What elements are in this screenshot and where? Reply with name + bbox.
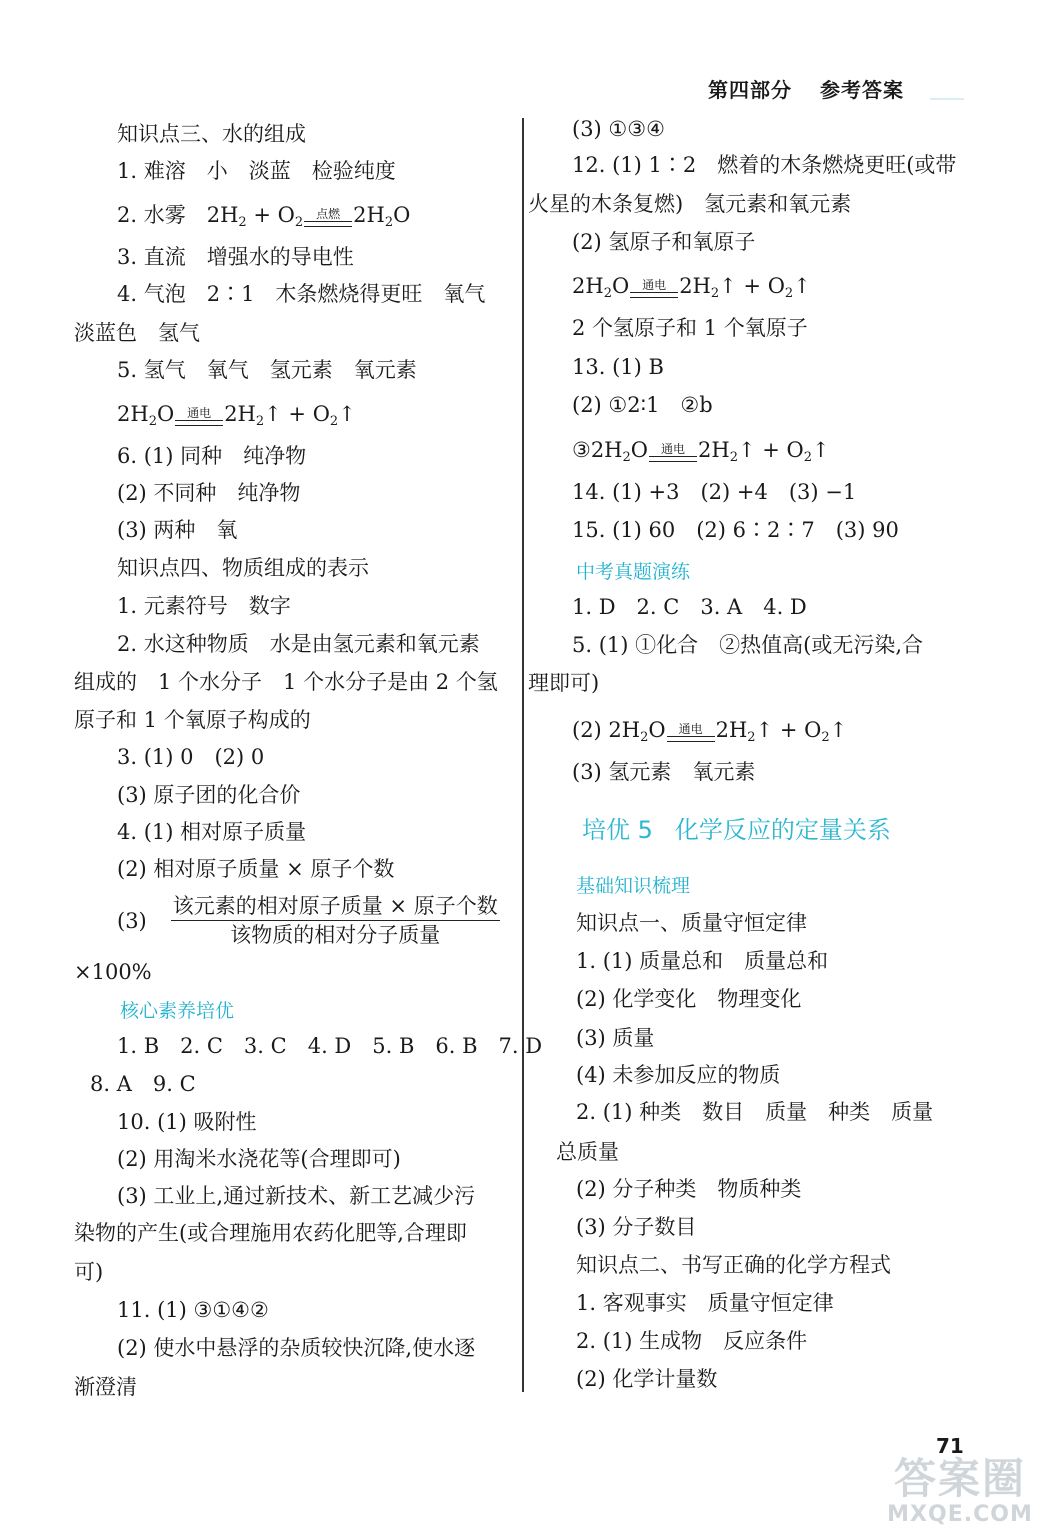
text-line: 1. D 2. C 3. A 4. D xyxy=(572,595,807,619)
text-line: (2) 化学计量数 xyxy=(576,1367,718,1391)
text-line: 4. 气泡 2∶1 木条燃烧得更旺 氧气 xyxy=(117,282,486,306)
eq-part: O xyxy=(611,274,630,298)
text-line: 2 个氢原子和 1 个氧原子 xyxy=(572,316,808,340)
chapter-title xyxy=(582,818,891,842)
text-line: 火星的木条复燃) 氢元素和氧元素 xyxy=(528,192,852,216)
eq-part: 2H xyxy=(224,402,256,426)
text-line: 5. (1) ①化合 ②热值高(或无污染,合 xyxy=(572,633,924,657)
header-title: 参考答案 xyxy=(820,78,904,102)
text-line: 知识点一、质量守恒定律 xyxy=(576,911,807,935)
text-line: 2. (1) 种类 数目 质量 种类 质量 xyxy=(576,1100,934,1124)
text-line: (2) 用淘米水浇花等(合理即可) xyxy=(117,1147,401,1171)
text-line: 知识点三、水的组成 xyxy=(117,122,306,146)
subscript: 2 xyxy=(384,215,394,230)
eq-part: ↑ xyxy=(338,402,356,426)
text-line: 14. (1) +3 (2) +4 (3) −1 xyxy=(572,480,857,504)
text-line: (3) 两种 氧 xyxy=(117,518,238,542)
text-line: 可) xyxy=(74,1260,104,1284)
text-line: 1. 元素符号 数字 xyxy=(117,594,291,618)
reaction-condition xyxy=(304,208,352,227)
reaction-condition xyxy=(667,723,715,742)
column-divider xyxy=(522,118,524,1392)
equation-line xyxy=(117,203,411,230)
watermark-logo xyxy=(870,1450,1050,1534)
subscript: 2 xyxy=(294,215,304,230)
text-line: 2. 水这种物质 水是由氢元素和氧元素 xyxy=(117,632,480,656)
eq-part: ↑ + O xyxy=(737,438,804,462)
item-label: (3) xyxy=(117,908,147,933)
text-line: 10. (1) 吸附性 xyxy=(117,1110,257,1134)
text-line: (2) 使水中悬浮的杂质较快沉降,使水逐 xyxy=(117,1336,476,1360)
subscript: 2 xyxy=(803,450,813,465)
text-line: 染物的产生(或合理施用农药化肥等,合理即 xyxy=(74,1221,467,1245)
page-number: 71 xyxy=(936,1434,964,1458)
chapter-number: 培优 5 xyxy=(582,816,653,844)
subscript: 2 xyxy=(255,414,265,429)
equation-line xyxy=(572,718,848,745)
eq-part: 2H xyxy=(698,438,730,462)
text-line: (2) 分子种类 物质种类 xyxy=(576,1177,802,1201)
eq-part: 2H xyxy=(572,274,604,298)
header-decoration xyxy=(930,82,964,100)
subscript: 2 xyxy=(710,286,720,301)
subscript: 2 xyxy=(622,450,631,465)
eq-part: 2H xyxy=(117,402,149,426)
text-line: 组成的 1 个水分子 1 个水分子是由 2 个氢 xyxy=(74,670,498,694)
eq-part: 2H xyxy=(353,203,385,227)
fraction-denominator: 该物质的相对分子质量 xyxy=(230,923,441,947)
text-line: (4) 未参加反应的物质 xyxy=(576,1063,781,1087)
text-line: 1. 客观事实 质量守恒定律 xyxy=(576,1291,834,1315)
eq-part: 2H xyxy=(679,274,711,298)
text-line: 4. (1) 相对原子质量 xyxy=(117,820,307,844)
eq-part: ↑ xyxy=(829,718,848,742)
eq-part: O xyxy=(393,203,411,227)
text-line: 2. (1) 生成物 反应条件 xyxy=(576,1329,808,1353)
reaction-condition xyxy=(630,279,678,298)
eq-part: ↑ + O xyxy=(755,718,822,742)
watermark-url: MXQE.COM xyxy=(887,1501,1033,1527)
text-line: (2) 氢原子和氧原子 xyxy=(572,230,756,254)
reaction-condition xyxy=(175,407,223,426)
text-line: (3) 原子团的化合价 xyxy=(117,783,301,807)
double-line-icon xyxy=(667,736,715,742)
subscript: 2 xyxy=(148,414,157,429)
subscript: 2 xyxy=(729,450,738,465)
text-line: 1. (1) 质量总和 质量总和 xyxy=(576,949,829,973)
header-part: 第四部分 xyxy=(708,78,792,102)
condition-label: 通电 xyxy=(187,406,212,420)
text-line: (2) 相对原子质量 × 原子个数 xyxy=(117,857,395,881)
subscript: 2 xyxy=(329,414,339,429)
condition-label: 通电 xyxy=(661,442,686,456)
eq-part: ③2H xyxy=(572,438,623,462)
text-line: (3) 氢元素 氧元素 xyxy=(572,760,756,784)
text-line: (2) 不同种 纯净物 xyxy=(117,481,301,505)
eq-part: 2H xyxy=(715,718,748,742)
text-line: 1. B 2. C 3. C 4. D 5. B 6. B 7. D xyxy=(117,1034,543,1058)
text-line: (3) 分子数目 xyxy=(576,1215,697,1239)
condition-label: 通电 xyxy=(642,278,667,292)
page-header xyxy=(708,74,904,103)
subscript: 2 xyxy=(821,730,830,745)
text-line: 5. 氢气 氧气 氢元素 氧元素 xyxy=(117,358,417,382)
text-line: 知识点四、物质组成的表示 xyxy=(117,556,369,580)
chapter-name: 化学反应的定量关系 xyxy=(674,816,891,844)
text-line: 1. 难溶 小 淡蓝 检验纯度 xyxy=(117,159,396,183)
watermark-text: 答案圈 xyxy=(893,1453,1026,1503)
text-line: 8. A 9. C xyxy=(90,1072,196,1096)
text-line: (3) ①③④ xyxy=(572,117,665,141)
subscript: 2 xyxy=(640,730,649,745)
eq-part: O xyxy=(648,718,666,742)
text-line: (2) ①2∶1 ②b xyxy=(572,393,713,417)
fraction-numerator: 该元素的相对原子质量 × 原子个数 xyxy=(171,896,500,921)
double-line-icon xyxy=(649,456,697,462)
eq-part: O xyxy=(156,402,175,426)
text-line: 13. (1) B xyxy=(572,355,664,379)
subscript: 2 xyxy=(603,286,612,301)
subscript: 2 xyxy=(747,730,756,745)
eq-part: ↑ xyxy=(793,274,811,298)
equation-line xyxy=(117,402,356,429)
section-heading: 中考真题演练 xyxy=(576,561,691,583)
section-heading: 核心素养培优 xyxy=(120,1000,235,1022)
text-line: 理即可) xyxy=(528,671,600,695)
text-line: ×100% xyxy=(74,960,152,984)
subscript: 2 xyxy=(238,215,247,230)
text-line: (3) 工业上,通过新技术、新工艺减少污 xyxy=(117,1184,476,1208)
text-line: (3) 质量 xyxy=(576,1026,655,1050)
eq-part: ↑ + O xyxy=(719,274,785,298)
reaction-condition xyxy=(649,443,697,462)
text-line: 3. (1) 0 (2) 0 xyxy=(117,745,265,769)
text-line: 15. (1) 60 (2) 6∶2∶7 (3) 90 xyxy=(572,518,899,542)
double-line-icon xyxy=(175,420,223,426)
double-line-icon xyxy=(630,292,678,298)
section-heading: 基础知识梳理 xyxy=(576,875,691,897)
double-line-icon xyxy=(304,221,352,227)
eq-part: ↑ + O xyxy=(264,402,330,426)
eq-part: + O xyxy=(246,203,295,227)
subscript: 2 xyxy=(784,286,794,301)
condition-label: 通电 xyxy=(678,722,703,736)
eq-part: ↑ xyxy=(812,438,830,462)
eq-part: 2. 水雾 2H xyxy=(117,203,239,227)
text-line: 12. (1) 1∶2 燃着的木条燃烧更旺(或带 xyxy=(572,153,957,177)
text-line: 淡蓝色 氢气 xyxy=(74,321,200,345)
text-line: 总质量 xyxy=(556,1140,619,1164)
eq-part: (2) 2H xyxy=(572,718,641,742)
text-line: 3. 直流 增强水的导电性 xyxy=(117,245,354,269)
fraction-line xyxy=(117,896,500,946)
text-line: 原子和 1 个氧原子构成的 xyxy=(74,708,311,732)
condition-label: 点燃 xyxy=(316,207,341,221)
text-line: (2) 化学变化 物理变化 xyxy=(576,987,802,1011)
text-line: 11. (1) ③①④② xyxy=(117,1298,269,1322)
fraction xyxy=(171,896,500,946)
equation-line xyxy=(572,438,830,465)
equation-line xyxy=(572,274,811,301)
text-line: 渐澄清 xyxy=(74,1375,137,1399)
text-line: 知识点二、书写正确的化学方程式 xyxy=(576,1253,891,1277)
eq-part: O xyxy=(630,438,649,462)
text-line: 6. (1) 同种 纯净物 xyxy=(117,444,307,468)
